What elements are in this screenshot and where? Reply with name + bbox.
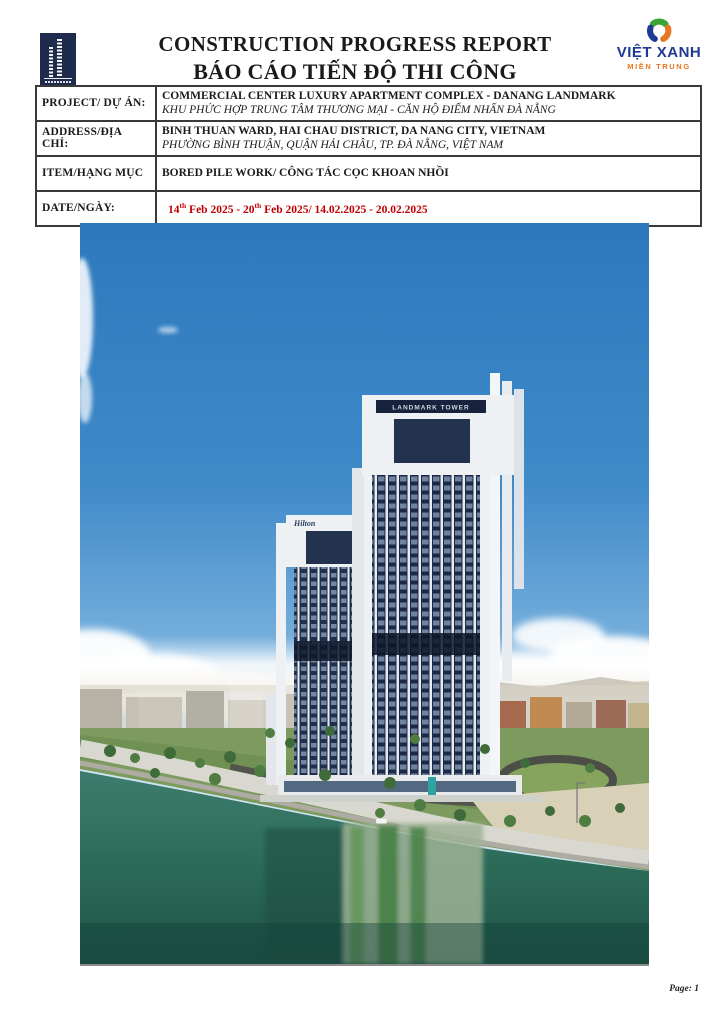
row-label-address: ADDRESS/ĐỊA CHỈ: — [36, 121, 156, 156]
danang-landmark-logo — [40, 33, 76, 86]
rendering-image — [80, 223, 649, 966]
logo-caption-text — [45, 81, 71, 83]
row-value-address — [156, 121, 701, 156]
landmark-tower-sign: LANDMARK TOWER — [392, 404, 470, 412]
row-value-item — [156, 156, 701, 191]
row-value-date — [156, 191, 701, 226]
row-label-item: ITEM/HẠNG MỤC — [36, 156, 156, 191]
podium — [260, 775, 542, 802]
project-info-table — [35, 85, 702, 227]
tower-right — [352, 373, 524, 785]
address-value-en: BINH THUAN WARD, HAI CHAU DISTRICT, DA NANG CITY, VIETNAM — [162, 124, 546, 137]
table-row-address — [36, 121, 701, 156]
hilton-sign: Hilton — [294, 519, 316, 528]
vietxanh-swirl-icon — [644, 15, 674, 45]
project-value-vi: KHU PHỨC HỢP TRUNG TÂM THƯƠNG MẠI - CĂN HỘ ĐIỂM NHẤN ĐÀ NẴNG — [162, 104, 556, 117]
report-title-en: CONSTRUCTION PROGRESS REPORT — [158, 32, 552, 56]
table-row-project — [36, 86, 701, 121]
report-header — [100, 33, 610, 84]
table-row-item — [36, 156, 701, 191]
row-value-project — [156, 86, 701, 121]
address-value-vi: PHƯỜNG BÌNH THUẬN, QUẬN HẢI CHÂU, TP. ĐÀ NẴNG, VIỆT NAM — [162, 139, 504, 152]
date-value: 14th Feb 2025 - 20th Feb 2025/ 14.02.2025 - 20.02.2025 — [168, 200, 428, 216]
report-title-vi: BÁO CÁO TIẾN ĐỘ THI CÔNG — [193, 59, 517, 85]
water-foreground — [80, 923, 649, 964]
row-label-date: DATE/NGÀY: — [36, 191, 156, 226]
table-row-date — [36, 191, 701, 226]
project-value-en: COMMERCIAL CENTER LUXURY APARTMENT COMPLEX - DANANG LANDMARK — [162, 90, 616, 102]
row-label-project: PROJECT/ DỰ ÁN: — [36, 86, 156, 121]
logo-tower-left — [49, 47, 53, 77]
logo-tower-right — [57, 39, 62, 77]
item-value-en: BORED PILE WORK/ CÔNG TÁC CỌC KHOAN NHỒI — [162, 167, 449, 180]
brand-region: MIỀN TRUNG — [627, 62, 691, 71]
vietxanh-logo — [611, 15, 707, 71]
logo-divider — [44, 78, 72, 79]
page-number: Page: 1 — [669, 984, 699, 994]
brand-name: VIỆT XANH — [616, 44, 702, 61]
